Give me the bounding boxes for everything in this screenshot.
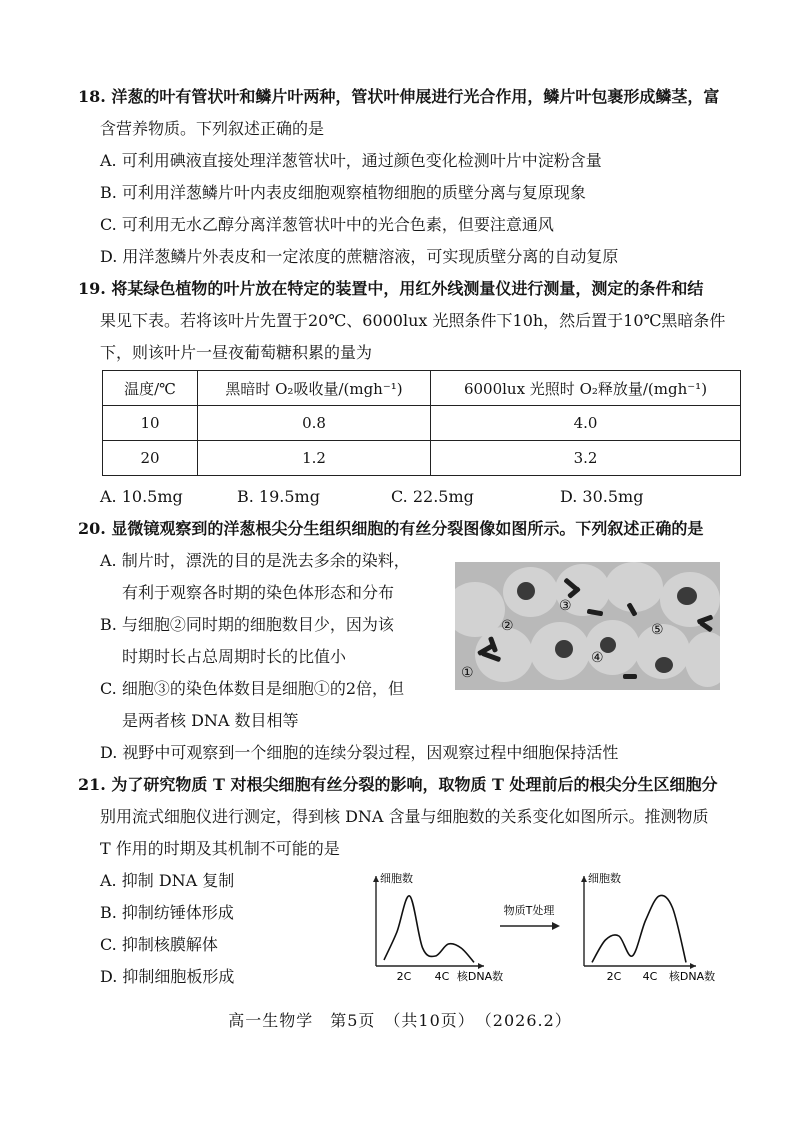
- table-row: [103, 406, 741, 441]
- q19-stem-line1: 19. 将某绿色植物的叶片放在特定的装置中，用红外线测量仪进行测量，测定的条件和结: [78, 279, 704, 298]
- table-cell: 20: [103, 441, 198, 476]
- q20-option-b-line2: 时期时长占总周期时长的比值小: [122, 647, 347, 666]
- table-cell: 4.0: [431, 406, 741, 441]
- q21-stem-line1: 21. 为了研究物质 T 对根尖细胞有丝分裂的影响，取物质 T 处理前后的根尖分生区细胞分: [78, 775, 718, 794]
- q18-option-c: C. 可利用无水乙醇分离洋葱管状叶中的光合色素，但要注意通风: [100, 215, 554, 234]
- q20-option-d: D. 视野中可观察到一个细胞的连续分裂过程，因观察过程中细胞保持活性: [100, 743, 619, 762]
- q18-option-a: A. 可利用碘液直接处理洋葱管状叶，通过颜色变化检测叶片中淀粉含量: [100, 151, 602, 170]
- table-cell: 10: [103, 406, 198, 441]
- q21-stem-line3: T 作用的时期及其机制不可能的是: [100, 839, 340, 858]
- q19-option-c: C. 22.5mg: [391, 487, 474, 506]
- q19-option-a: A. 10.5mg: [100, 487, 183, 506]
- q18-option-b: B. 可利用洋葱鳞片叶内表皮细胞观察植物细胞的质壁分离与复原现象: [100, 183, 586, 202]
- cell-label-3: ③: [559, 598, 572, 614]
- q18-stem-line2: 含营养物质。下列叙述正确的是: [100, 119, 325, 138]
- table-cell: 0.8: [198, 406, 431, 441]
- x-axis-label: 核DNA数: [668, 970, 716, 983]
- table-header-row: [103, 371, 741, 406]
- q19-data-table: [102, 370, 741, 476]
- table-header-cell: 黑暗时 O₂吸收量/(mgh⁻¹): [198, 371, 431, 406]
- x-tick-label: 2C: [606, 970, 622, 983]
- q20-stem: 20. 显微镜观察到的洋葱根尖分生组织细胞的有丝分裂图像如图所示。下列叙述正确的是: [78, 519, 704, 538]
- q21-option-b: B. 抑制纺锤体形成: [100, 903, 234, 922]
- cell-label-1: ①: [461, 665, 474, 681]
- cell-label-4: ④: [591, 650, 604, 666]
- chart-after-treatment: [581, 871, 715, 983]
- y-axis-label: 细胞数: [380, 872, 413, 885]
- flow-cytometry-figure: [362, 868, 722, 983]
- x-tick-label: 2C: [396, 970, 412, 983]
- q21-option-a: A. 抑制 DNA 复制: [100, 871, 235, 890]
- table-row: [103, 441, 741, 476]
- cell-label-5: ⑤: [651, 622, 664, 638]
- y-axis-label: 细胞数: [588, 872, 621, 885]
- q19-option-b: B. 19.5mg: [237, 487, 320, 506]
- cell-label-2: ②: [501, 618, 514, 634]
- mitosis-micrograph: [455, 562, 720, 690]
- table-cell: 1.2: [198, 441, 431, 476]
- q20-option-c-line2: 是两者核 DNA 数目相等: [122, 711, 299, 730]
- x-axis-label: 核DNA数: [456, 970, 504, 983]
- series-curve: [384, 896, 474, 963]
- q18-option-d: D. 用洋葱鳞片外表皮和一定浓度的蔗糖溶液，可实现质壁分离的自动复原: [100, 247, 619, 266]
- q19-option-d: D. 30.5mg: [560, 487, 644, 506]
- treatment-arrow: [500, 903, 560, 930]
- chart-before-treatment: [373, 871, 503, 983]
- x-tick-label: 4C: [434, 970, 450, 983]
- q19-stem-line3: 下，则该叶片一昼夜葡萄糖积累的量为: [100, 343, 373, 362]
- treatment-arrow-label: 物质T处理: [503, 904, 555, 917]
- q20-option-a-line1: A. 制片时，漂洗的目的是洗去多余的染料，: [100, 551, 410, 570]
- q20-option-c-line1: C. 细胞③的染色体数目是细胞①的2倍，但: [100, 679, 405, 698]
- q18-stem-line1: 18. 洋葱的叶有管状叶和鳞片叶两种，管状叶伸展进行光合作用，鳞片叶包裹形成鳞茎，富: [78, 87, 720, 106]
- table-cell: 3.2: [431, 441, 741, 476]
- q19-stem-line2: 果见下表。若将该叶片先置于20℃、6000lux 光照条件下10h，然后置于10℃黑暗条件: [100, 311, 726, 330]
- x-tick-label: 4C: [642, 970, 658, 983]
- page-footer: 高一生物学 第5页 （共10页） （2026.2）: [228, 1011, 572, 1030]
- series-curve: [592, 895, 686, 962]
- q20-option-b-line1: B. 与细胞②同时期的细胞数目少，因为该: [100, 615, 394, 634]
- q21-option-d: D. 抑制细胞板形成: [100, 967, 235, 986]
- q20-option-a-line2: 有利于观察各时期的染色体形态和分布: [122, 583, 395, 602]
- table-header-cell: 6000lux 光照时 O₂释放量/(mgh⁻¹): [431, 371, 741, 406]
- q21-option-c: C. 抑制核膜解体: [100, 935, 218, 954]
- q21-stem-line2: 别用流式细胞仪进行测定，得到核 DNA 含量与细胞数的关系变化如图所示。推测物质: [100, 807, 709, 826]
- table-header-cell: 温度/℃: [103, 371, 198, 406]
